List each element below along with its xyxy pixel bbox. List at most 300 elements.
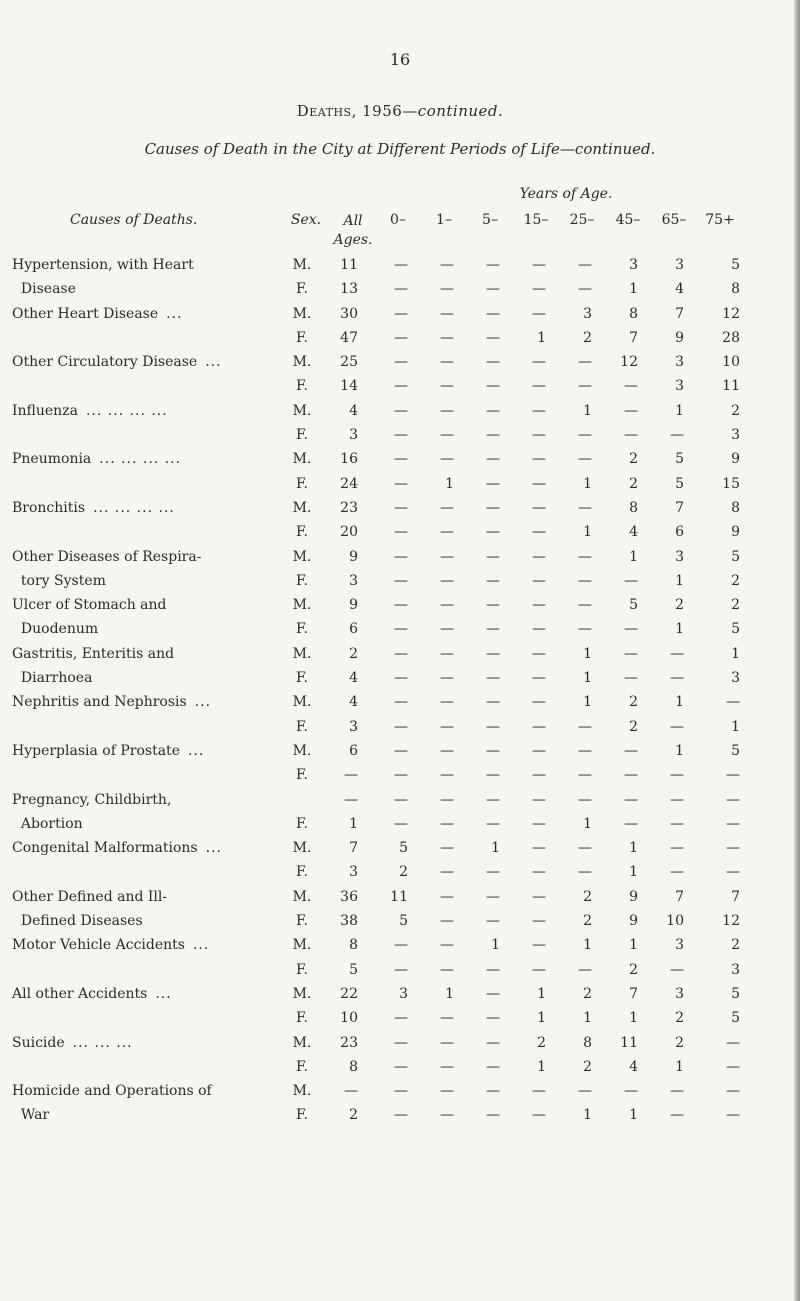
table-row: [0, 474, 800, 498]
age-cell: —: [532, 961, 546, 978]
age-cell: —: [670, 767, 684, 784]
leader-dots: ...: [166, 305, 183, 322]
age-cell: —: [394, 718, 408, 735]
table-row: [0, 571, 800, 595]
sex-cell: M.: [292, 451, 312, 468]
age-cell: 3: [583, 305, 592, 322]
age-cell: —: [440, 402, 454, 419]
cause-cell: [12, 549, 280, 565]
age-cell: 5: [675, 451, 684, 468]
cause-cell: [12, 1035, 280, 1051]
cause-cell: [12, 500, 280, 516]
age-cell: 3: [731, 670, 740, 687]
age-cell: —: [440, 257, 454, 273]
cause-label: Bronchitis: [12, 499, 86, 516]
age-cell: 3: [629, 257, 638, 273]
age-cell: —: [532, 718, 546, 735]
years-of-age-heading: Years of Age.: [519, 186, 613, 202]
age-cell: —: [394, 742, 408, 759]
title-main: Deaths: [296, 102, 352, 120]
title-year: , 1956—: [351, 102, 418, 120]
age-cell: —: [440, 621, 454, 638]
table-row: [0, 1033, 800, 1057]
age-cell: 8: [731, 281, 740, 298]
age-cell: —: [394, 597, 408, 614]
all-ages-cell: 7: [349, 840, 358, 857]
age-cell: —: [578, 718, 592, 735]
cause-cell: [12, 913, 280, 929]
age-cell: —: [532, 548, 546, 565]
age-cell: 5: [399, 840, 408, 857]
leader-dots: ...: [205, 354, 222, 371]
cause-cell: [12, 864, 280, 880]
cause-label: Abortion: [12, 815, 83, 832]
cause-cell: [12, 597, 280, 613]
table-row: [0, 862, 800, 886]
age-cell: —: [394, 548, 408, 565]
age-cell: 1: [629, 281, 638, 298]
sex-cell: M.: [292, 840, 312, 857]
age-cell: —: [440, 1107, 454, 1124]
age-cell: 1: [629, 548, 638, 565]
age-cell: —: [440, 329, 454, 346]
age-cell: —: [532, 864, 546, 881]
age-cell: —: [532, 475, 546, 492]
age-cell: 7: [731, 888, 740, 905]
age-cell: —: [394, 961, 408, 978]
age-cell: 5: [731, 621, 740, 638]
age-cell: —: [486, 888, 500, 905]
age-cell: —: [578, 281, 592, 298]
age-cell: —: [394, 1010, 408, 1027]
age-cell: 1: [731, 645, 740, 662]
age-cell: —: [440, 354, 454, 371]
sex-cell: F.: [296, 621, 308, 638]
cause-label: War: [12, 1107, 50, 1124]
table-row: [0, 595, 800, 619]
age-cell: —: [394, 499, 408, 516]
age-cell: 8: [583, 1034, 592, 1051]
cause-label: Hyperplasia of Prostate: [12, 742, 180, 759]
age-cell: 1: [629, 864, 638, 881]
age-cell: —: [394, 815, 408, 832]
cause-cell: [12, 1059, 280, 1075]
cause-label: Defined Diseases: [12, 913, 143, 930]
age-cell: —: [624, 621, 638, 638]
table-row: [0, 619, 800, 643]
cause-label: Other Heart Disease: [12, 305, 159, 322]
sex-cell: M.: [292, 257, 312, 273]
age-cell: —: [670, 645, 684, 662]
age-cell: —: [726, 767, 740, 784]
age-cell: —: [394, 572, 408, 589]
cause-label: Suicide: [12, 1034, 65, 1051]
age-cell: —: [440, 1034, 454, 1051]
table-row: [0, 668, 800, 692]
header-age-15: 15–: [523, 212, 549, 228]
age-cell: 9: [731, 524, 740, 541]
age-cell: 2: [675, 1034, 684, 1051]
age-cell: —: [394, 767, 408, 784]
all-ages-cell: 25: [340, 354, 358, 371]
table-row: [0, 887, 800, 911]
deaths-table-body: [0, 255, 800, 1130]
age-cell: 12: [620, 354, 638, 371]
age-cell: —: [532, 451, 546, 468]
age-cell: 11: [722, 378, 740, 395]
cause-label: Pneumonia: [12, 451, 92, 468]
age-cell: —: [578, 354, 592, 371]
age-cell: —: [486, 1034, 500, 1051]
all-ages-cell: 8: [349, 937, 358, 954]
cause-cell: [12, 1010, 280, 1026]
age-cell: 9: [629, 913, 638, 930]
table-row: [0, 449, 800, 473]
age-cell: 6: [675, 524, 684, 541]
sex-cell: F.: [296, 475, 308, 492]
age-cell: —: [532, 427, 546, 444]
leader-dots: ...: [194, 694, 212, 711]
header-all-ages: [328, 212, 378, 250]
age-cell: —: [440, 1083, 454, 1100]
cause-cell: [12, 840, 280, 856]
age-cell: —: [440, 645, 454, 662]
age-cell: 1: [675, 621, 684, 638]
age-cell: —: [532, 257, 546, 273]
age-cell: —: [486, 305, 500, 322]
table-row: [0, 644, 800, 668]
cause-cell: [12, 986, 280, 1002]
header-all-line2: Ages.: [333, 232, 373, 248]
age-cell: —: [578, 742, 592, 759]
age-cell: —: [670, 1083, 684, 1100]
age-cell: 8: [629, 305, 638, 322]
age-cell: 1: [731, 718, 740, 735]
age-cell: 2: [731, 937, 740, 954]
cause-cell: [12, 719, 280, 735]
age-cell: —: [440, 742, 454, 759]
all-ages-cell: 9: [349, 548, 358, 565]
age-cell: —: [440, 524, 454, 541]
page-number: 16: [389, 50, 411, 69]
age-cell: 2: [629, 475, 638, 492]
age-cell: 2: [583, 888, 592, 905]
all-ages-cell: 8: [349, 1058, 358, 1075]
age-cell: —: [394, 937, 408, 954]
age-cell: —: [624, 378, 638, 395]
age-cell: —: [726, 694, 740, 711]
sex-cell: F.: [296, 718, 308, 735]
all-ages-cell: 6: [349, 742, 358, 759]
age-cell: —: [486, 1107, 500, 1124]
sex-cell: F.: [296, 427, 308, 444]
age-cell: 4: [629, 1058, 638, 1075]
age-cell: 3: [675, 985, 684, 1002]
age-cell: —: [486, 742, 500, 759]
age-cell: 8: [629, 499, 638, 516]
age-cell: —: [486, 791, 500, 808]
age-cell: —: [624, 402, 638, 419]
header-sex: Sex.: [290, 212, 322, 228]
age-cell: 2: [731, 597, 740, 614]
cause-cell: [12, 573, 280, 589]
age-cell: —: [486, 718, 500, 735]
age-cell: 1: [675, 572, 684, 589]
age-cell: 7: [675, 305, 684, 322]
all-ages-cell: 1: [349, 815, 358, 832]
age-cell: 5: [675, 475, 684, 492]
age-cell: 2: [583, 1058, 592, 1075]
age-cell: —: [440, 451, 454, 468]
sex-cell: M.: [292, 645, 312, 662]
cause-cell: [12, 621, 280, 637]
age-cell: —: [670, 961, 684, 978]
age-cell: 15: [722, 475, 740, 492]
leader-dots: ...: [187, 742, 205, 759]
age-cell: 1: [583, 645, 592, 662]
age-cell: 5: [731, 257, 740, 273]
table-row: [0, 692, 800, 716]
age-cell: 2: [537, 1034, 546, 1051]
age-cell: —: [394, 1107, 408, 1124]
cause-cell: [12, 354, 280, 370]
age-cell: —: [394, 524, 408, 541]
cause-cell: [12, 427, 280, 443]
sex-cell: F.: [296, 913, 308, 930]
age-cell: 2: [675, 597, 684, 614]
table-row: [0, 425, 800, 449]
age-cell: —: [440, 1058, 454, 1075]
age-cell: 3: [399, 985, 408, 1002]
header-age-75: 75+: [705, 212, 735, 228]
age-cell: —: [440, 281, 454, 298]
sex-cell: F.: [296, 670, 308, 687]
age-cell: 1: [629, 1107, 638, 1124]
sex-cell: F.: [296, 329, 308, 346]
table-subtitle: Causes of Death in the City at Different Periods of Life—continued.: [144, 140, 656, 158]
sex-cell: F.: [296, 767, 308, 784]
cause-label: Other Defined and Ill-: [12, 888, 168, 905]
all-ages-cell: 24: [340, 475, 358, 492]
header-age-25: 25–: [569, 212, 595, 228]
age-cell: 5: [629, 597, 638, 614]
cause-label: Motor Vehicle Accidents: [12, 937, 185, 954]
age-cell: —: [532, 378, 546, 395]
all-ages-cell: 2: [349, 645, 358, 662]
age-cell: —: [486, 621, 500, 638]
age-cell: 8: [731, 499, 740, 516]
age-cell: —: [486, 451, 500, 468]
sex-cell: F.: [296, 815, 308, 832]
age-cell: —: [394, 354, 408, 371]
age-cell: —: [486, 864, 500, 881]
age-cell: —: [578, 1083, 592, 1100]
table-row: [0, 304, 800, 328]
cause-cell: [12, 962, 280, 978]
age-cell: —: [670, 791, 684, 808]
sex-cell: F.: [296, 524, 308, 541]
age-cell: —: [578, 791, 592, 808]
age-cell: 3: [675, 937, 684, 954]
age-cell: 1: [629, 1010, 638, 1027]
age-cell: 1: [583, 475, 592, 492]
cause-cell: [12, 889, 280, 905]
age-cell: 2: [583, 329, 592, 346]
all-ages-cell: 11: [340, 257, 358, 273]
age-cell: —: [486, 597, 500, 614]
age-cell: —: [394, 670, 408, 687]
leader-dots: ... ... ...: [72, 1034, 133, 1051]
table-row: [0, 522, 800, 546]
age-cell: 1: [583, 670, 592, 687]
age-cell: —: [578, 451, 592, 468]
table-row: [0, 717, 800, 741]
all-ages-cell: 14: [340, 378, 358, 395]
cause-cell: [12, 743, 280, 759]
age-cell: 1: [537, 1058, 546, 1075]
age-cell: 4: [675, 281, 684, 298]
all-ages-cell: 20: [340, 524, 358, 541]
age-cell: 1: [675, 742, 684, 759]
table-row: [0, 814, 800, 838]
age-cell: —: [440, 305, 454, 322]
age-cell: —: [578, 378, 592, 395]
age-cell: —: [440, 572, 454, 589]
cause-label: Other Circulatory Disease: [12, 354, 198, 371]
age-cell: —: [394, 1083, 408, 1100]
age-cell: —: [394, 257, 408, 273]
title-continued: continued.: [417, 102, 504, 120]
age-cell: —: [578, 961, 592, 978]
leader-dots: ...: [192, 937, 210, 954]
cause-cell: [12, 403, 280, 419]
leader-dots: ... ... ... ...: [93, 499, 175, 516]
age-cell: —: [532, 913, 546, 930]
all-ages-cell: 5: [349, 961, 358, 978]
sex-cell: F.: [296, 1010, 308, 1027]
age-cell: —: [394, 451, 408, 468]
all-ages-cell: —: [344, 1083, 358, 1100]
all-ages-cell: 36: [340, 888, 358, 905]
age-cell: 3: [675, 548, 684, 565]
age-cell: —: [532, 815, 546, 832]
age-cell: —: [726, 815, 740, 832]
age-cell: —: [394, 402, 408, 419]
table-row: [0, 960, 800, 984]
sex-cell: F.: [296, 281, 308, 298]
age-cell: —: [578, 597, 592, 614]
age-cell: 9: [675, 329, 684, 346]
age-cell: —: [486, 499, 500, 516]
age-cell: —: [486, 815, 500, 832]
leader-dots: ...: [205, 840, 222, 857]
age-cell: 1: [583, 1010, 592, 1027]
age-cell: —: [670, 815, 684, 832]
cause-label: Duodenum: [12, 621, 99, 638]
age-cell: —: [440, 937, 454, 954]
age-cell: 1: [629, 937, 638, 954]
age-cell: —: [578, 548, 592, 565]
all-ages-cell: —: [344, 791, 358, 808]
all-ages-cell: 3: [349, 427, 358, 444]
age-cell: —: [670, 718, 684, 735]
cause-cell: [12, 378, 280, 394]
all-ages-cell: —: [344, 767, 358, 784]
cause-label: Gastritis, Enteritis and: [12, 645, 175, 662]
table-row: [0, 376, 800, 400]
sex-cell: M.: [292, 888, 312, 905]
age-cell: —: [726, 864, 740, 881]
all-ages-cell: 2: [349, 1107, 358, 1124]
all-ages-cell: 23: [340, 499, 358, 516]
age-cell: 1: [445, 475, 454, 492]
cause-label: Congenital Malformations: [12, 840, 198, 857]
age-cell: —: [532, 621, 546, 638]
table-row: [0, 279, 800, 303]
age-cell: 5: [731, 985, 740, 1002]
header-age-5: 5–: [482, 212, 498, 228]
age-cell: 2: [583, 985, 592, 1002]
age-cell: —: [394, 281, 408, 298]
age-cell: —: [726, 1034, 740, 1051]
age-cell: —: [486, 329, 500, 346]
age-cell: 7: [629, 329, 638, 346]
age-cell: —: [532, 499, 546, 516]
header-all-line1: All: [343, 213, 363, 229]
age-cell: —: [394, 329, 408, 346]
age-cell: —: [532, 1107, 546, 1124]
age-cell: —: [624, 767, 638, 784]
age-cell: —: [440, 888, 454, 905]
age-cell: —: [440, 548, 454, 565]
age-cell: 7: [629, 985, 638, 1002]
table-row: [0, 401, 800, 425]
age-cell: —: [624, 645, 638, 662]
age-cell: —: [486, 645, 500, 662]
age-cell: 5: [731, 1010, 740, 1027]
age-cell: —: [532, 572, 546, 589]
age-cell: —: [578, 767, 592, 784]
age-cell: —: [532, 281, 546, 298]
age-cell: 1: [583, 524, 592, 541]
age-cell: —: [486, 1010, 500, 1027]
age-cell: —: [486, 694, 500, 711]
age-cell: —: [532, 840, 546, 857]
age-cell: 5: [731, 548, 740, 565]
sex-cell: M.: [292, 597, 312, 614]
age-cell: —: [440, 597, 454, 614]
table-row: [0, 765, 800, 789]
sex-cell: M.: [292, 402, 312, 419]
age-cell: —: [486, 475, 500, 492]
age-cell: 1: [491, 937, 500, 954]
table-row: [0, 984, 800, 1008]
age-cell: 3: [675, 354, 684, 371]
sex-cell: M.: [292, 1083, 312, 1100]
all-ages-cell: 22: [340, 985, 358, 1002]
age-cell: 3: [675, 257, 684, 273]
age-cell: —: [624, 670, 638, 687]
age-cell: —: [578, 499, 592, 516]
table-row: [0, 328, 800, 352]
age-cell: —: [394, 427, 408, 444]
table-row: [0, 1057, 800, 1081]
age-cell: 1: [583, 1107, 592, 1124]
leader-dots: ...: [155, 985, 172, 1002]
age-cell: —: [440, 961, 454, 978]
cause-cell: [12, 816, 280, 832]
all-ages-cell: 30: [340, 305, 358, 322]
